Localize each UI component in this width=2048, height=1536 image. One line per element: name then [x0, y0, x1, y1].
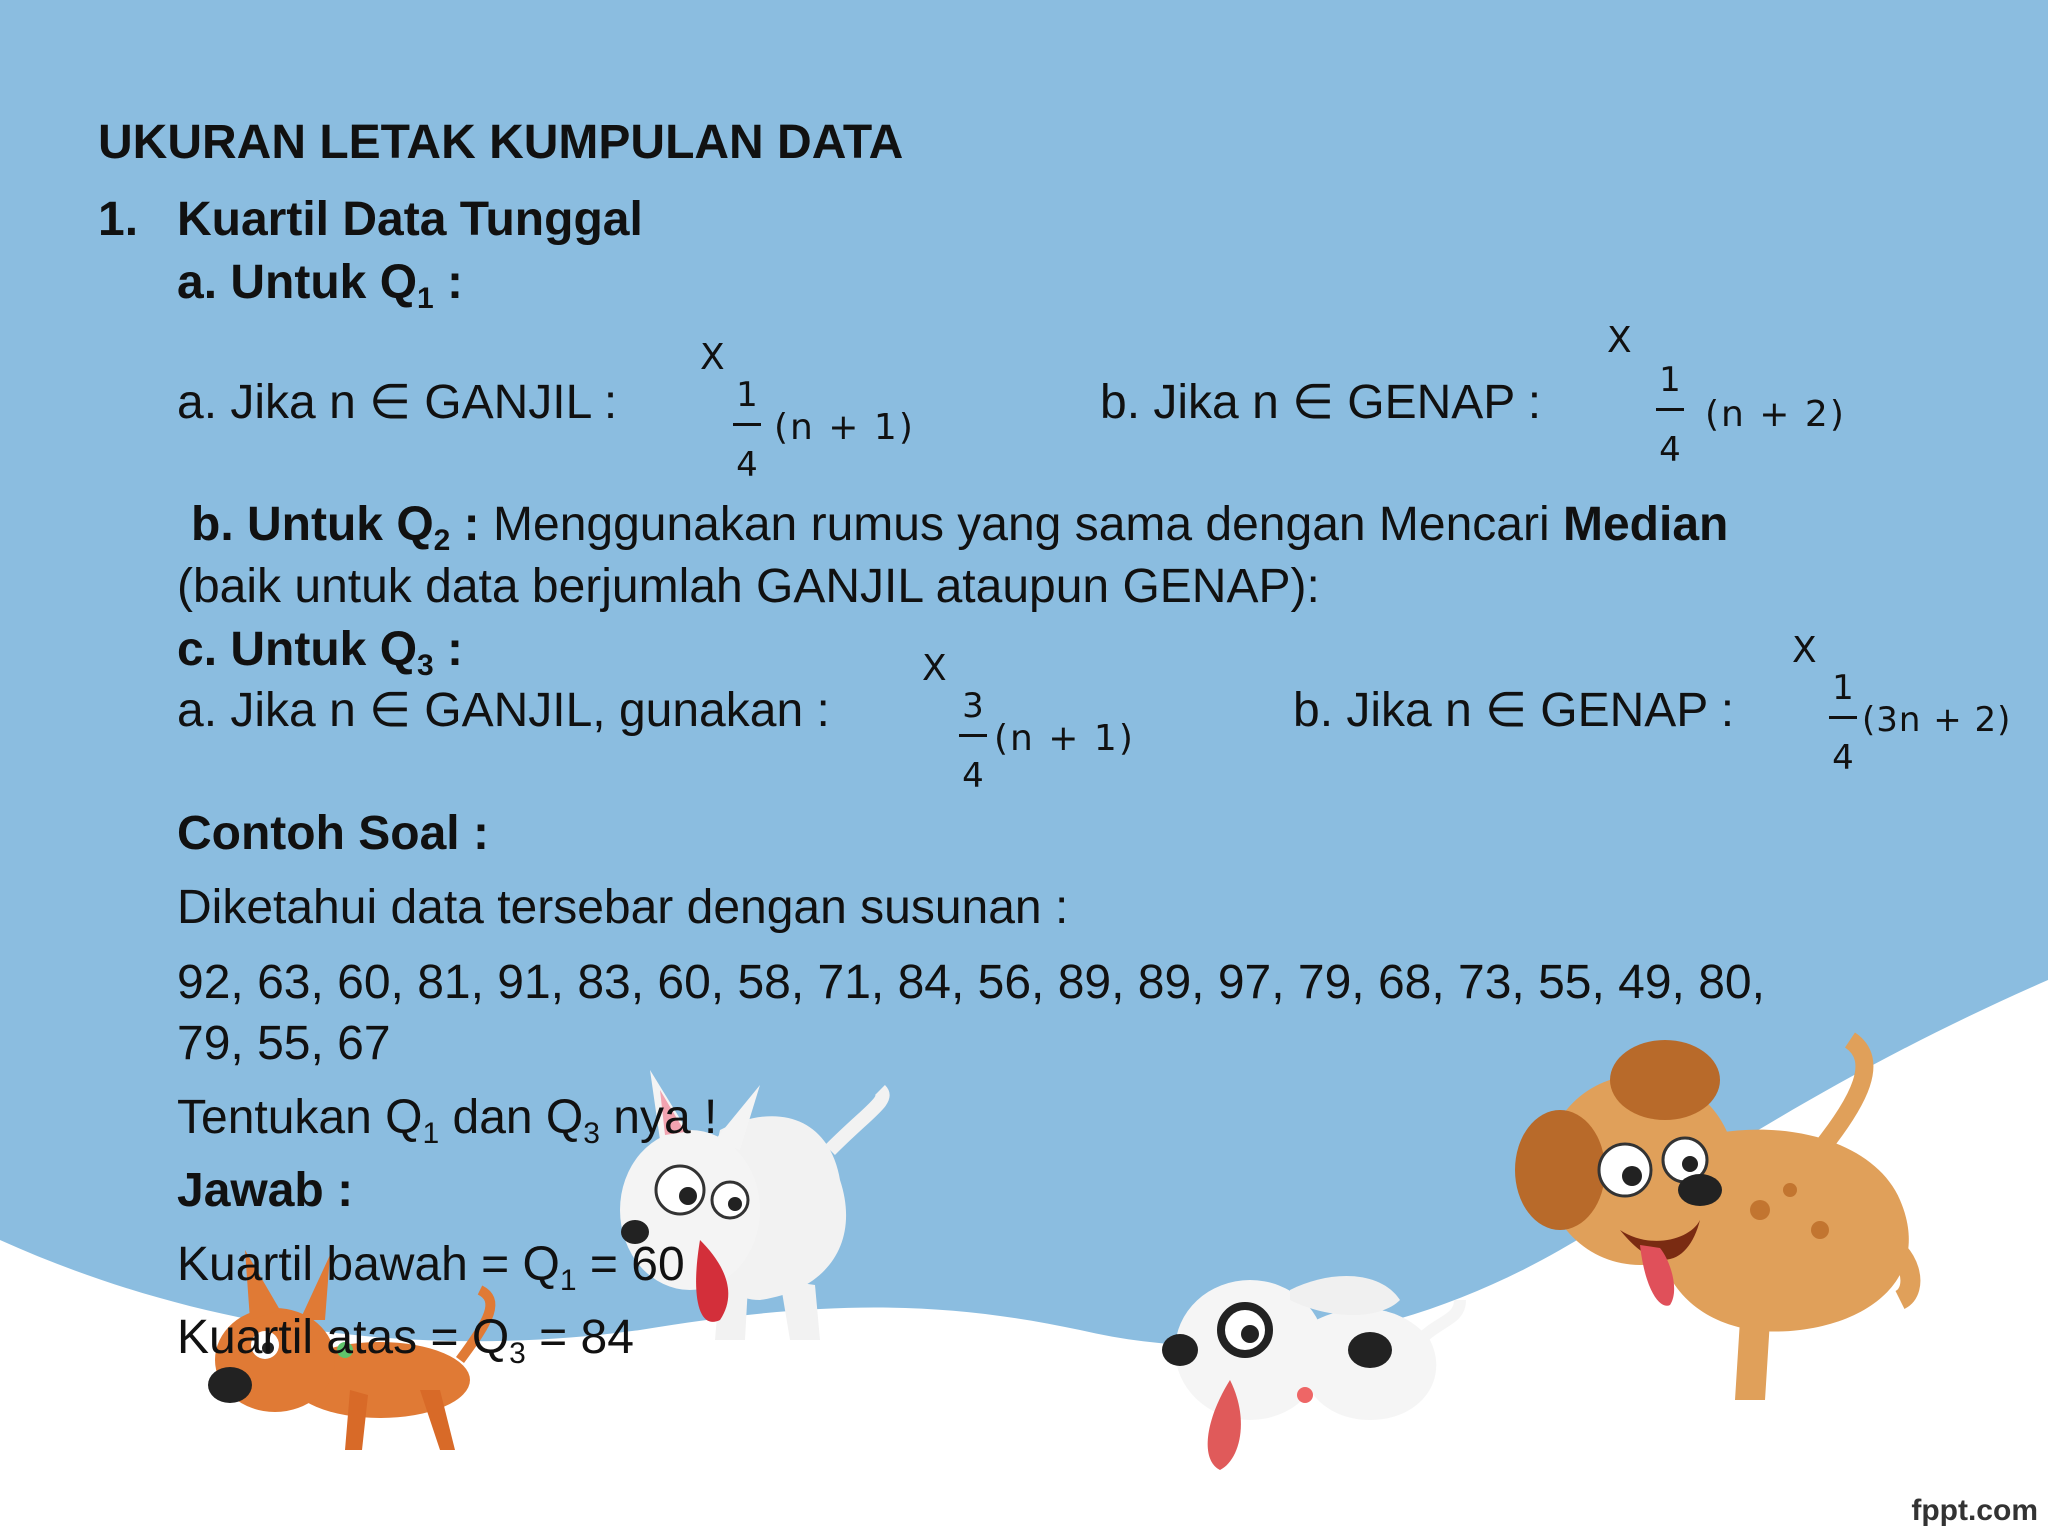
q3-title: c. Untuk $Q_3$ : — [177, 623, 464, 682]
q1-odd-label: a. Jika n ∈ GANJIL : — [177, 376, 618, 429]
q3-even-label: b. Jika n ∈ GENAP : — [1293, 684, 1735, 737]
q1-title: a. Untuk $Q_1$ : — [177, 256, 464, 315]
q3-odd-label: a. Jika n ∈ GANJIL, gunakan : — [177, 684, 830, 737]
example-question: Tentukan $Q_1$ dan $Q_3$ nya ! — [177, 1091, 718, 1150]
section-title: Kuartil Data Tunggal — [177, 193, 643, 246]
example-data-line-1: 92, 63, 60, 81, 91, 83, 60, 58, 71, 84, 56, 89, 89, 97, 79, 68, 73, 55, 49, 80, — [177, 956, 1765, 1009]
answer-q3: Kuartil atas = $Q_3 = 84$ — [177, 1311, 634, 1370]
q2-line: b. Untuk $Q_2$ : Menggunakan rumus yang sama dengan Mencari Median — [191, 498, 1729, 557]
formula-x: X — [1792, 630, 1817, 671]
slide-heading: UKURAN LETAK KUMPULAN DATA — [98, 116, 904, 169]
answer-q1: Kuartil bawah = $Q_1 = 60$ — [177, 1238, 685, 1297]
q1-even-label: b. Jika n ∈ GENAP : — [1100, 376, 1542, 429]
example-title: Contoh Soal : — [177, 807, 489, 860]
formula-x: X — [700, 337, 725, 378]
example-intro: Diketahui data tersebar dengan susunan : — [177, 881, 1069, 934]
answer-title: Jawab : — [177, 1164, 354, 1217]
section-number: 1. — [98, 193, 139, 246]
q2-line2: (baik untuk data berjumlah GANJIL ataupun GENAP): — [177, 560, 1320, 613]
formula-x: X — [922, 648, 947, 689]
example-data-line-2: 79, 55, 67 — [177, 1017, 391, 1070]
formula-x: X — [1607, 320, 1632, 361]
footer-brand: fppt.com — [1911, 1494, 2038, 1527]
